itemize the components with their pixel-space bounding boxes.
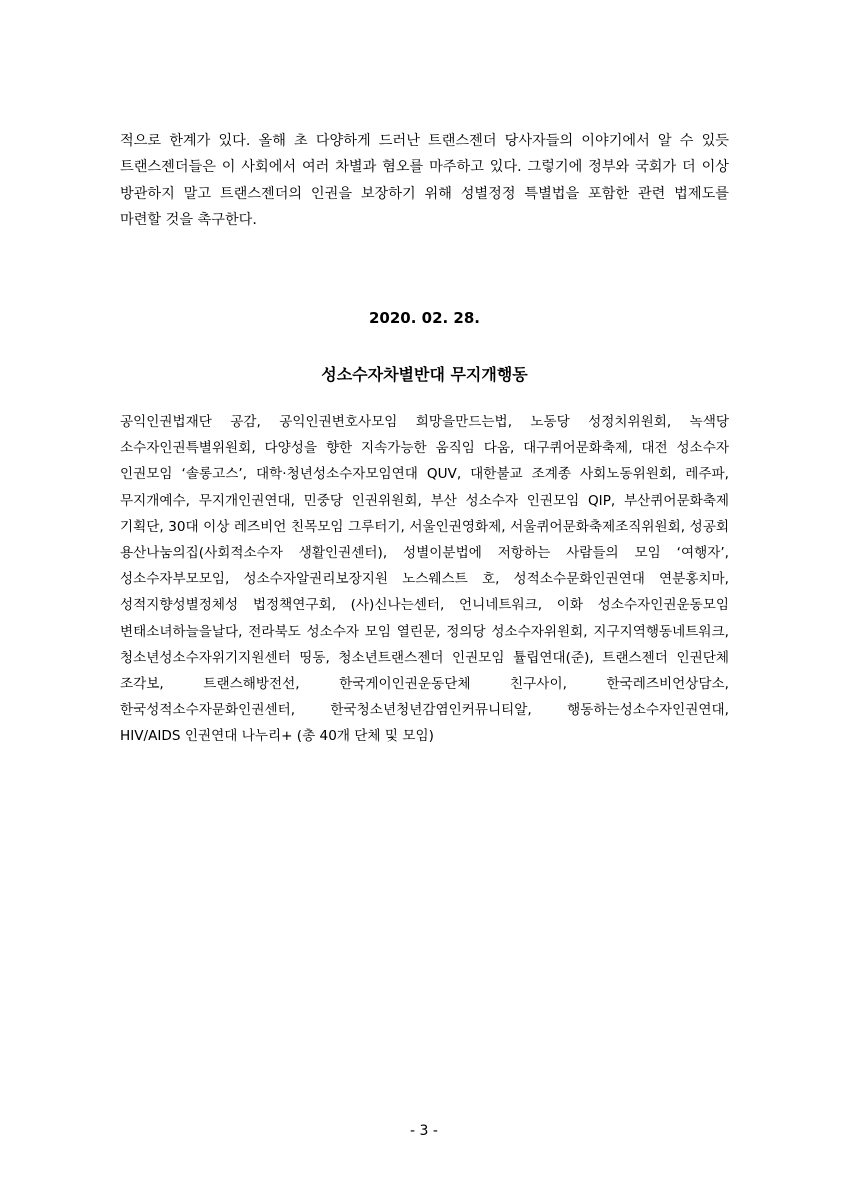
statement-date: 2020. 02. 28. [368, 309, 481, 327]
body-paragraph: 적으로 한계가 있다. 올해 초 다양하게 드러난 트랜스젠더 당사자들의 이야기에서 알 수 있듯 트랜스젠더들은 이 사회에서 여러 차별과 혐오를 마주하고 있다. 그렇기에 정부와 국회가 더 이상 방관하지 말고 트랜스젠더의 인권을 보장하기 위해 성별정정 특별법을 포함한 관련 법제도를 마련할 것을 촉구한다. [120, 133, 729, 229]
signatory-list: 공익인권법재단 공감, 공익인권변호사모임 희망을만드는법, 노동당 성정치위원회, 녹색당 소수자인권특별위원회, 다양성을 향한 지속가능한 움직임 다움, 대구퀴어문화축제, 대전 성소수자 인권모임 ‘솔롱고스’, 대학·청년성소수자모임연대 QUV, 대한불교 조계종 사회노동위원회, 레주파, 무지개예수, 무지개인권연대, 민중당 인권위원회, 부산 성소수자 인권모임 QIP, 부산퀴어문화축제 기획단, 30대 이상 레즈비언 친목모임 그루터기, 서울인권영화제, 서울퀴어문화축제조직위원회, 성공회 용산나눔의집(사회적소수자 생활인권센터), 성별이분법에 저항하는 사람들의 모임 ‘여행자’, 성소수자부모모임, 성소수자알권리보장지원 노스웨스트 호, 성적소수문화인권연대 연분홍치마, 성적지향성별정체성 법정책연구회, (사)신나는센터, 언니네트워크, 이화 성소수자인권운동모임 변태소녀하늘을날다, 전라북도 성소수자 모임 열린문, 정의당 성소수자위원회, 지구지역행동네트워크, 청소년성소수자위기지원센터 띵동, 청소년트랜스젠더 인권모임 튤립연대(준), 트랜스젠더 인권단체 조각보, 트랜스해방전선, 한국게이인권운동단체 친구사이, 한국레즈비언상담소, 한국성적소수자문화인권센터, 한국청소년청년감염인커뮤니티알, 행동하는성소수자인권연대, HIV/AIDS 인권연대 나누리+ (총 40개 단체 및 모임) [120, 414, 729, 745]
organization-title: 성소수자차별반대 무지개행동 [321, 365, 528, 384]
page-number: - 3 - [410, 1123, 438, 1139]
